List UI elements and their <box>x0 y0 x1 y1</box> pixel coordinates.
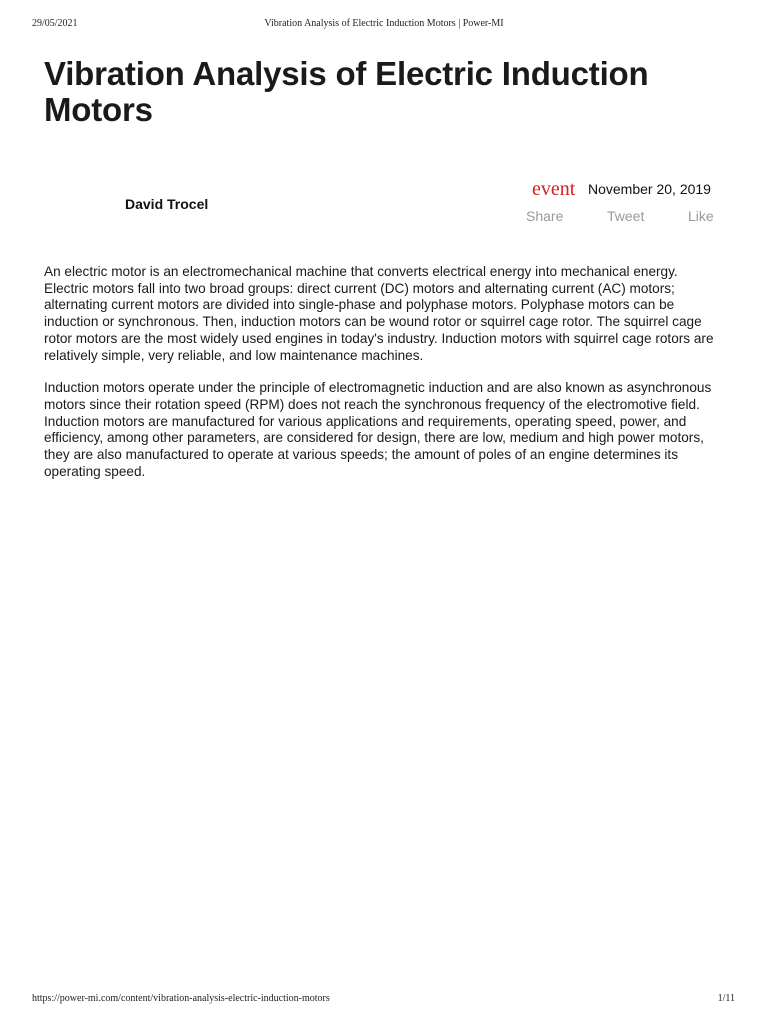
print-header <box>0 18 768 32</box>
share-button[interactable]: Share <box>526 208 564 224</box>
print-footer <box>0 993 768 1007</box>
print-date: 29/05/2021 <box>32 18 78 29</box>
like-button[interactable]: Like <box>688 208 714 224</box>
page-number: 1/11 <box>717 993 735 1004</box>
event-icon: event <box>532 178 576 200</box>
article-body <box>44 264 724 496</box>
article-meta <box>526 176 730 236</box>
publish-date: November 20, 2019 <box>588 181 711 197</box>
print-url: https://power-mi.com/content/vibration-analysis-electric-induction-motors <box>32 993 330 1004</box>
print-page-title: Vibration Analysis of Electric Induction Motors | Power-MI <box>264 18 504 29</box>
article-title: Vibration Analysis of Electric Induction Motors <box>44 55 649 128</box>
paragraph: An electric motor is an electromechanical machine that converts electrical energy into mechanical energy. Electric motors fall into two broad groups: direct current (DC) motors and alternating current (AC) motors; alternating current motors are divided into single-phase and polyphase motors. Polyphase motors can be induction or synchronous. Then, induction motors can be wound rotor or squirrel cage rotor. The squirrel cage rotor motors are the most widely used engines in today's industry. Induction motors with squirrel cage rotors are relatively simple, very reliable, and low maintenance machines. <box>44 264 714 363</box>
author-name[interactable]: David Trocel <box>125 196 209 212</box>
paragraph: Induction motors operate under the principle of electromagnetic induction and are also known as asynchronous motors since their rotation speed (RPM) does not reach the synchronous frequency of the electromotive field. Induction motors are manufactured for various applications and requirements, operating speed, power, and efficiency, among other parameters, are considered for design, there are low, medium and high power motors, they are also manufactured to operate at various speeds; the amount of poles of an engine determines its operating speed. <box>44 380 712 479</box>
tweet-button[interactable]: Tweet <box>607 208 645 224</box>
